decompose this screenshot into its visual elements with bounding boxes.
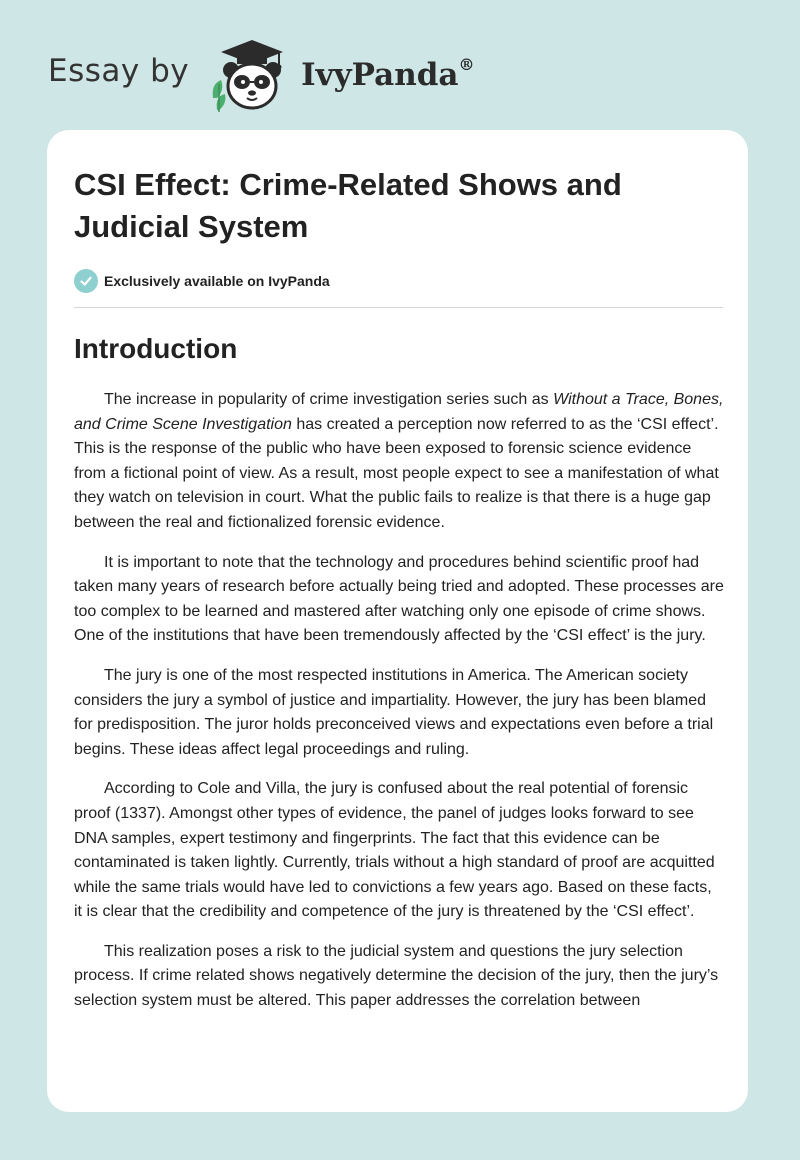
essay-body	[74, 388, 724, 1014]
panda-graduate-logo-icon[interactable]	[207, 36, 297, 112]
exclusive-badge	[74, 268, 724, 294]
paragraph: This realization poses a risk to the judicial system and questions the jury selection process. If crime related shows negatively determine the decision of the jury, then the jury’s selection system must be altered. This paper addresses the correlation between	[74, 942, 719, 1010]
show-titles: Without a Trace, Bones, and Crime Scene Investigation	[74, 391, 724, 433]
check-circle-icon	[74, 269, 98, 293]
badge-label: Exclusively available on IvyPanda	[104, 273, 330, 289]
essay-content	[74, 164, 724, 1029]
divider	[74, 307, 723, 308]
title-line-1: CSI Effect: Crime-Related Shows and	[74, 167, 622, 202]
paragraph: The jury is one of the most respected institutions in America. The American society considers the jury a symbol of justice and impartiality. However, the jury has been blamed for predisposition. The juror holds preconceived views and expectations even before a trial begins. These ideas affect legal proceedings and ruling.	[74, 666, 714, 758]
paragraph	[74, 388, 724, 536]
title-line-2: Judicial System	[74, 209, 309, 244]
page-title	[74, 164, 724, 248]
section-heading: Introduction	[74, 333, 238, 364]
essay-card	[47, 130, 748, 1112]
brand-name[interactable]	[301, 57, 474, 93]
paragraph: It is important to note that the technology and procedures behind scientific proof had taken many years of research before actually being tried and adopted. These processes are too complex to be learned and mastered after watching only one episode of crime shows. One of the institutions that have been tremendously affected by the ‘CSI effect’ is the jury.	[74, 553, 724, 645]
paragraph-text: has created a perception now referred to as the ‘CSI effect’. This is the response of the public who have been exposed to forensic science evidence from a fictional point of view. As a result, most people expect to see a manifestation of what they watch on television in court. What the public fails to realize is that there is a huge gap between the real and fictionalized forensic evidence.	[74, 415, 719, 531]
paragraph: According to Cole and Villa, the jury is confused about the real potential of forensic proof (1337). Amongst other types of evidence, the panel of judges looks forward to see DNA samples, expert testimony and fingerprints. The fact that this evidence can be contaminated is taken lightly. Currently, trials without a high standard of proof are acquitted while the same trials would have led to convictions a few years ago. Based on these facts, it is clear that the credibility and competence of the jury is threatened by the ‘CSI effect’.	[74, 780, 715, 921]
site-header	[48, 34, 475, 114]
brand-label: IvyPanda	[301, 57, 459, 93]
essay-by-label: Essay by	[48, 53, 190, 89]
paragraph-text: The increase in popularity of crime investigation series such as	[104, 391, 554, 408]
registered-mark: ®	[458, 55, 475, 74]
